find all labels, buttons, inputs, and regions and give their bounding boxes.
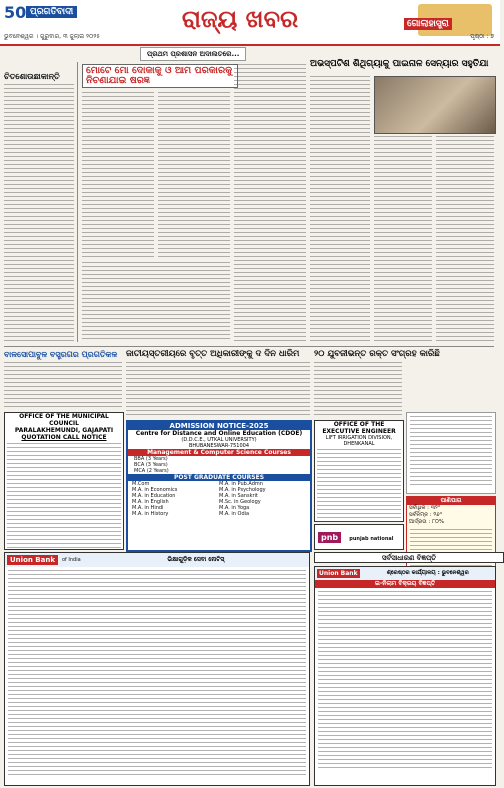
pg-course: M.A. in Odia [219,511,250,517]
union-right-title: ଶ୍ରେଷ୍ଠର କାର୍ଯ୍ୟାଳୟ : ଭୁବନେଶ୍ୱର [386,570,469,576]
pnb-logo: pnb [318,532,341,543]
admission-ad [126,420,312,552]
right-text-c [436,136,494,342]
pg-course: M.A. in Psychology [219,487,266,493]
pg-course: M.A. in Sanskrit [219,493,258,499]
admission-title: ADMISSION NOTICE-2025 [128,422,310,430]
right-headline: ଅଭସ୍ପଟିଶ ଶିଥିଗ୍ୟାକୁ ପାଇନାଳ ସେନ୍ୟାର ସହୁତିଯା [310,59,489,69]
pg-course: M.A. in Education [132,493,176,499]
pg-course: M.A. in History [132,511,169,517]
pg-course: M.A. in Pub.Admn [219,481,263,487]
horizontal-rule [4,346,494,347]
engineer-title: OFFICE OF THE EXECUTIVE ENGINEER [322,421,396,435]
center-text-c [234,64,306,342]
left-headline: ଚିତଶୋଉଛାକାନ୍ତି [4,71,60,81]
union-bank-ad-right [314,566,496,786]
union-bank-ad-left [4,552,310,786]
municipal-notice: QUOTATION CALL NOTICE [21,434,107,441]
pnb-ad [314,524,404,550]
mid-center-headline: ଜାତୀୟସ୍ତରୀୟରେ ବୃତ୍ତ ଅଧିକାରୀଙ୍କୁ ଦ ଦିନ ଧାରିମ [126,349,300,359]
mid-left-headline: ବାଳସୋପାବୁଳ ବସ୍ତ୍ରଗର ପ୍ରଗତିକଳ [4,349,118,359]
center-text-a [82,92,154,257]
municipal-notice-ad [4,412,124,550]
engineer-org: LIFT IRRIGATION DIVISION, DHENKANAL [325,435,393,447]
pg-course: M.Sc. in Geology [219,499,261,505]
right-text-b [374,136,432,342]
pnb-name: punjab national [349,536,394,542]
admission-city: BHUBANESWAR-751004 [188,443,250,449]
municipal-body [7,443,121,551]
column-rule [77,62,78,342]
pg-course: M.A. in Yoga [219,505,250,511]
news-photo [374,76,496,134]
dateline: ଭୁବନେଶ୍ୱର । ଗୁରୁବାର, ୩ ଜୁଲାଇ ୨୦୨୫ [4,33,101,40]
section-title: ରାଜ୍ୟ ଖବର [181,4,299,33]
center-text-b [158,92,230,257]
admission-course-3: MCA (2 Years) [134,468,169,474]
mid-right-text [314,362,402,418]
union-left-title: ଭିକ୍ଷାଗୁଡ଼ିକ ସେବା ନୋଟିସ୍ [167,556,225,563]
anniversary-logo: 50 [4,3,27,22]
masthead [0,0,500,46]
left-column-text [4,84,74,342]
pg-course: M.A. in English [132,499,169,505]
union-bank-header-right [315,567,495,580]
union-right-body [318,591,492,771]
weather-row: ସର୍ବନିମ୍ନ : ୨୬° [409,512,443,518]
center-text-d [82,262,230,342]
side-promo [406,412,496,494]
side-promo-body [410,416,492,486]
weather-title: ପାଣିପାଗ [407,497,495,505]
top-banner: ପ୍ରଥମ ପ୍ରଶାସନ ଅଦାଲତରେ... [140,47,246,61]
public-notice-head: ସର୍ବସାଧାରଣ ବିଜ୍ଞପ୍ତି [314,552,504,563]
mid-left-text [4,362,122,408]
admission-sub: Management & Computer Science Courses [128,449,310,456]
center-headline: ମୋଟେ ମୋ ଦୋକାକୁ ଓ ଆମ ପରକାରକୁ ନିଚଣାଯାଇ ଷରଜ୍ଞ [82,64,238,88]
union-left-body [8,570,306,776]
eauction-title: ଇ-ନିଲାମ ବିକ୍ରୟ ବିଜ୍ଞପ୍ତି [315,580,495,588]
pg-course-list [128,481,310,517]
right-text-a [310,76,370,342]
pg-course: M.A. in Hindi [132,505,164,511]
engineer-tender-ad [314,420,404,522]
admission-org: Centre for Distance and Online Education (CDOE) [135,430,303,437]
union-bank-sub: of India [62,557,81,563]
engineer-body [317,449,401,527]
pg-course: M.A. in Economics [132,487,178,493]
page-number: ପୃଷ୍ଠା : ୭ [470,33,494,40]
pg-course: M.Com [132,481,150,487]
admission-course-1: BBA (3 Years) [134,456,168,462]
weather-row: ସର୍ବାଧିକ : ୩୨° [409,505,441,511]
union-bank-logo-right: Union Bank [319,570,358,577]
union-bank-header [5,553,309,567]
municipal-place: PARALAKHEMUNDI, GAJAPATI [14,427,114,434]
paper-name: ପ୍ରଗତିବାଦୀ [26,6,77,18]
mid-center-text [126,362,310,418]
admission-course-2: BCA (3 Years) [134,462,168,468]
union-bank-logo: Union Bank [7,555,58,565]
municipal-title: OFFICE OF THE MUNICIPAL COUNCIL [19,413,109,427]
pg-title: POST GRADUATE COURSES [128,474,310,481]
admission-univ: (D.D.C.E., UTKAL UNIVERSITY) [181,437,257,443]
weather-body [410,529,492,569]
rath-label: ଗୋଲାହାସ୍ତ୍ରା [404,18,452,30]
weather-row: ଆର୍ଦ୍ରତା : ୮୦% [409,519,445,525]
mid-right-headline: ୨୦ ଯୁବଜୀଭନ୍ତ ରକ୍ତ ସଂଗ୍ରହ କାରିଛି [314,349,440,359]
